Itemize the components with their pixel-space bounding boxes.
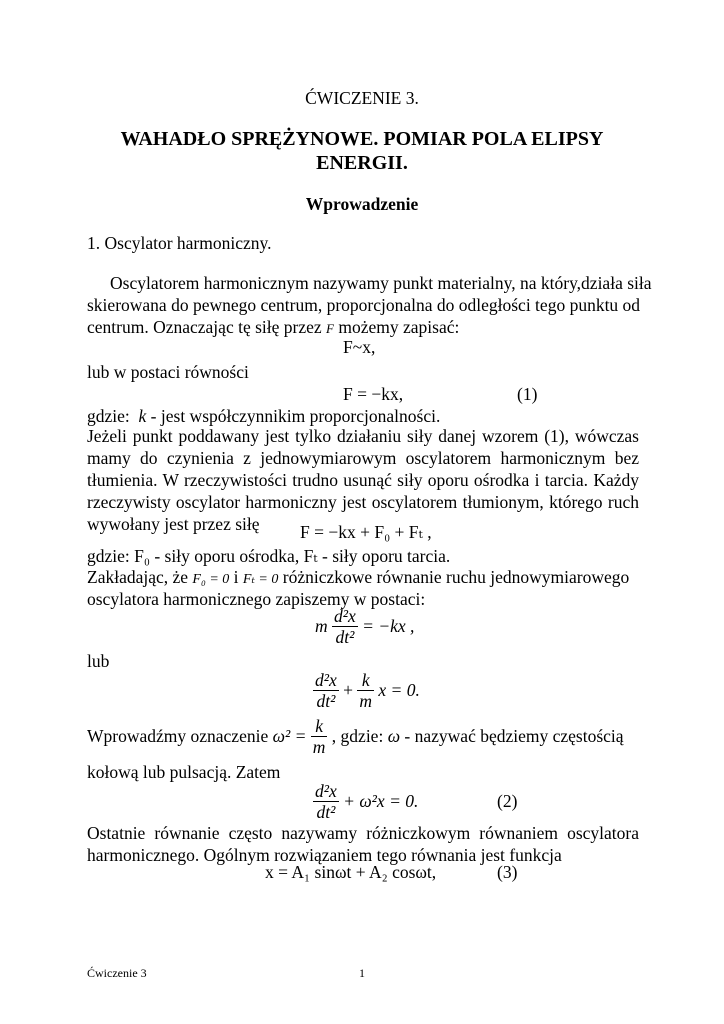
paragraph-1-line-2: skierowana do pewnego centrum, proporcjonalna do odległości tego punktu od [87,295,641,315]
paragraph-3-line-2: harmonicznego. Ogólnym rozwiązaniem tego równania jest funkcja [87,845,562,865]
fraction-denominator: dt² [335,627,355,647]
paragraph-3-line-1: Ostatnie równanie często nazywamy różniczkowym równaniem oscylatora [87,823,639,843]
equation-2-number: (2) [497,791,518,811]
equation-motion-b [313,670,420,711]
fraction-numerator: d²x [334,606,356,626]
condition-f0: F₀ = 0 [192,572,230,587]
chapter-heading: ĆWICZENIE 3. [305,88,419,108]
section-heading: Wprowadzenie [305,194,419,214]
fraction-numerator: d²x [315,670,337,690]
footer-page-number: 1 [359,966,365,980]
plus-sign: + [343,680,354,700]
wprowadzmy-text-c: - nazywać będziemy częstością [404,726,624,746]
paragraph-1-text-b: możemy zapisać: [338,317,460,337]
equation-2 [313,781,418,822]
mass-symbol: m [315,616,328,636]
equation-3: x = A₁ sinωt + A₂ cosωt, [265,862,437,882]
zakladajac-line [87,567,639,588]
text-lub-postaci: lub w postaci równości [87,362,249,382]
paragraph-1-line-1: Oscylatorem harmonicznym nazywamy punkt materialny, na który,działa siła [110,273,652,293]
fraction-numerator: d²x [315,781,337,801]
condition-ft: Fₜ = 0 [242,572,279,587]
gdzie-k-desc: - jest współczynnikim proporcjonalności. [150,406,441,426]
equation-rhs: = −kx , [362,616,415,636]
paragraph-2-line-3: tłumienia. W rzeczywistości trudno usunąć siły oporu ośrodka i tarcia. Każdy [87,470,639,490]
k-over-m-fraction [311,716,328,757]
fraction-denominator: m [312,737,326,757]
equation-1-number: (1) [517,384,538,404]
equation-damped-force: F = −kx + F₀ + Fₜ , [300,522,432,542]
gdzie-forces-line: gdzie: F₀ - siły oporu ośrodka, Fₜ - siły oporu tarcia. [87,546,451,566]
subsection-heading: 1. Oscylator harmoniczny. [87,233,272,253]
equation-proportional: F~x, [343,337,376,357]
second-derivative-fraction [313,781,339,822]
gdzie-k-label: gdzie: [87,406,130,426]
kolowa-line: kołową lub pulsacją. Zatem [87,762,281,782]
text-lub: lub [87,651,110,671]
zakladajac-line-2: oscylatora harmonicznego zapiszemy w postaci: [87,589,426,609]
equation-3-number: (3) [497,862,518,882]
title-line-2: ENERGII. [316,152,408,174]
second-derivative-fraction [332,606,358,647]
paragraph-2-line-1: Jeżeli punkt poddawany jest tylko działaniu siły danej wzorem (1), wówczas [87,426,639,446]
fraction-denominator: dt² [316,802,336,822]
fraction-denominator: dt² [316,691,336,711]
wprowadzmy-text-b: , gdzie: [331,726,384,746]
paragraph-2-line-2: mamy do czynienia z jednowymiarowym oscylatorem harmonicznym bez [87,448,639,468]
paragraph-2-line-4: rzeczywisty oscylator harmoniczny jest oscylatorem tłumionym, którego ruch [87,492,639,512]
equation-rhs: x = 0. [378,680,420,700]
omega-symbol: ω [387,726,401,746]
footer-chapter: Ćwiczenie 3 [87,966,147,980]
gdzie-k-line [87,406,440,427]
k-over-m-fraction [357,670,374,711]
second-derivative-fraction [313,670,339,711]
k-symbol: k [138,406,147,426]
zakladajac-and: i [233,567,239,587]
fraction-numerator: k [357,670,374,691]
fraction-numerator: k [311,716,328,737]
zakladajac-text-b: różniczkowe równanie ruchu jednowymiarowego [282,567,630,587]
title-line-1: WAHADŁO SPRĘŻYNOWE. POMIAR POLA ELIPSY [120,128,604,150]
omega-squared: ω² = [272,726,307,746]
paragraph-1-line-3 [87,317,459,338]
paragraph-2-line-5: wywołany jest przez siłę [87,514,260,534]
equation-rhs: + ω²x = 0. [343,791,419,811]
paragraph-1-text-a: centrum. Oznaczając tę siłę przez [87,317,322,337]
force-symbol: F [326,321,334,336]
wprowadzmy-line [87,716,624,757]
wprowadzmy-text-a: Wprowadźmy oznaczenie [87,726,269,746]
equation-1: F = −kx, [343,384,404,404]
fraction-denominator: m [359,691,373,711]
equation-motion-m [315,606,414,647]
zakladajac-text-a: Zakładając, że [87,567,189,587]
